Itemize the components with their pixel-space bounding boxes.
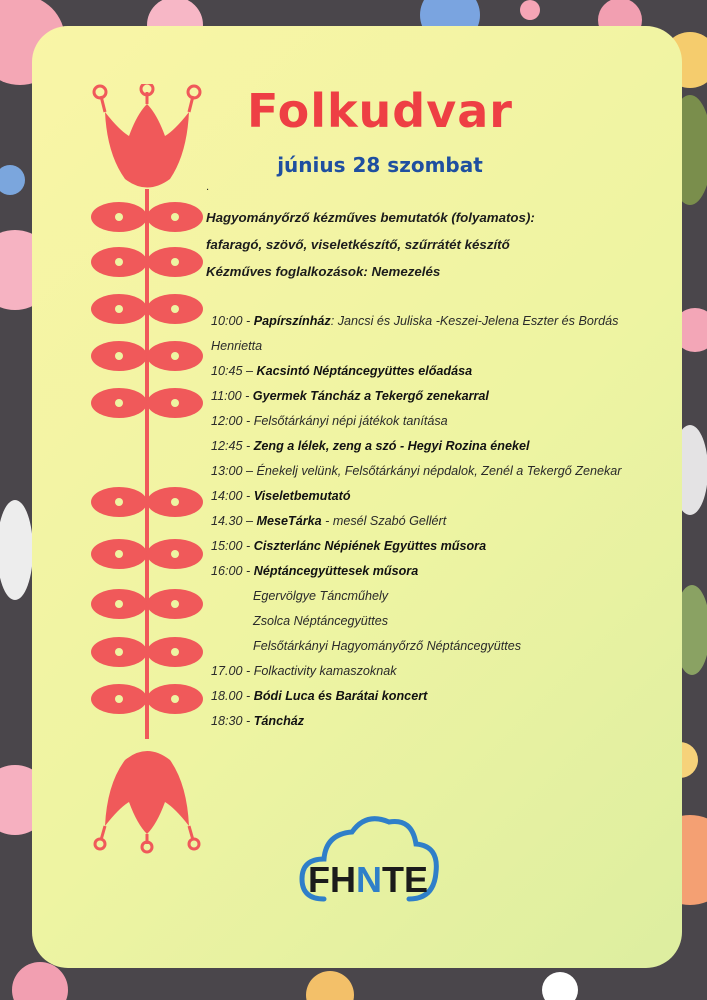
- schedule-item: 14.30 – MeseTárka - mesél Szabó Gellért: [211, 514, 447, 528]
- logo-text-n: N: [356, 859, 382, 900]
- schedule-item: 12:00 - Felsőtárkányi népi játékok tanítása: [211, 414, 448, 428]
- logo-text-te: TE: [382, 859, 429, 900]
- event-date: június 28 szombat: [277, 153, 483, 177]
- ensemble-item: Egervölgye Táncműhely: [253, 589, 389, 603]
- svg-text:FHNTE: [308, 859, 428, 900]
- intro-line-workshops: Kézműves foglalkozások: Nemezelés: [206, 264, 441, 279]
- schedule-item: 13:00 – Énekelj velünk, Felsőtárkányi népdalok, Zenél a Tekergő Zenekar: [211, 464, 622, 478]
- ensemble-item: Felsőtárkányi Hagyományőrző Néptáncegyüttes: [253, 639, 522, 653]
- intro-section: [206, 204, 626, 285]
- intro-line-crafts: fafaragó, szövő, viseletkészítő, szűrrátét készítő: [206, 237, 510, 252]
- schedule-list: [206, 309, 626, 734]
- program-card: [32, 26, 682, 968]
- folk-tulip-decoration: [87, 84, 217, 854]
- intro-line-demonstrations: Hagyományőrző kézműves bemutatók (folyamatos):: [206, 210, 535, 225]
- event-title: Folkudvar: [247, 84, 513, 138]
- schedule-item: 12:45 - Zeng a lélek, zeng a szó - Hegyi Rozina énekel: [211, 439, 530, 453]
- schedule-item: 11:00 - Gyermek Táncház a Tekergő zenekarral: [211, 389, 489, 403]
- logo-text-fh: FH: [308, 859, 356, 900]
- schedule-item: 16:00 - Néptáncegyüttesek műsora: [211, 564, 419, 578]
- schedule-item: 10:45 – Kacsintó Néptáncegyüttes előadása: [211, 364, 473, 378]
- schedule-item: 10:00 - Papírszínház: Jancsi és Juliska -Keszei-Jelena Eszter és Bordás Henrietta: [211, 314, 619, 353]
- schedule-item: 18:30 - Táncház: [211, 714, 305, 728]
- schedule-item: 14:00 - Viseletbemutató: [211, 489, 351, 503]
- fhnte-logo: [294, 804, 444, 914]
- ensemble-item: Zsolca Néptáncegyüttes: [253, 614, 389, 628]
- stray-dot: .: [206, 182, 210, 193]
- schedule-item: 15:00 - Ciszterlánc Népiének Együttes műsora: [211, 539, 487, 553]
- schedule-item: 18.00 - Bódi Luca és Barátai koncert: [211, 689, 428, 703]
- schedule-item: 17.00 - Folkactivity kamaszoknak: [211, 664, 397, 678]
